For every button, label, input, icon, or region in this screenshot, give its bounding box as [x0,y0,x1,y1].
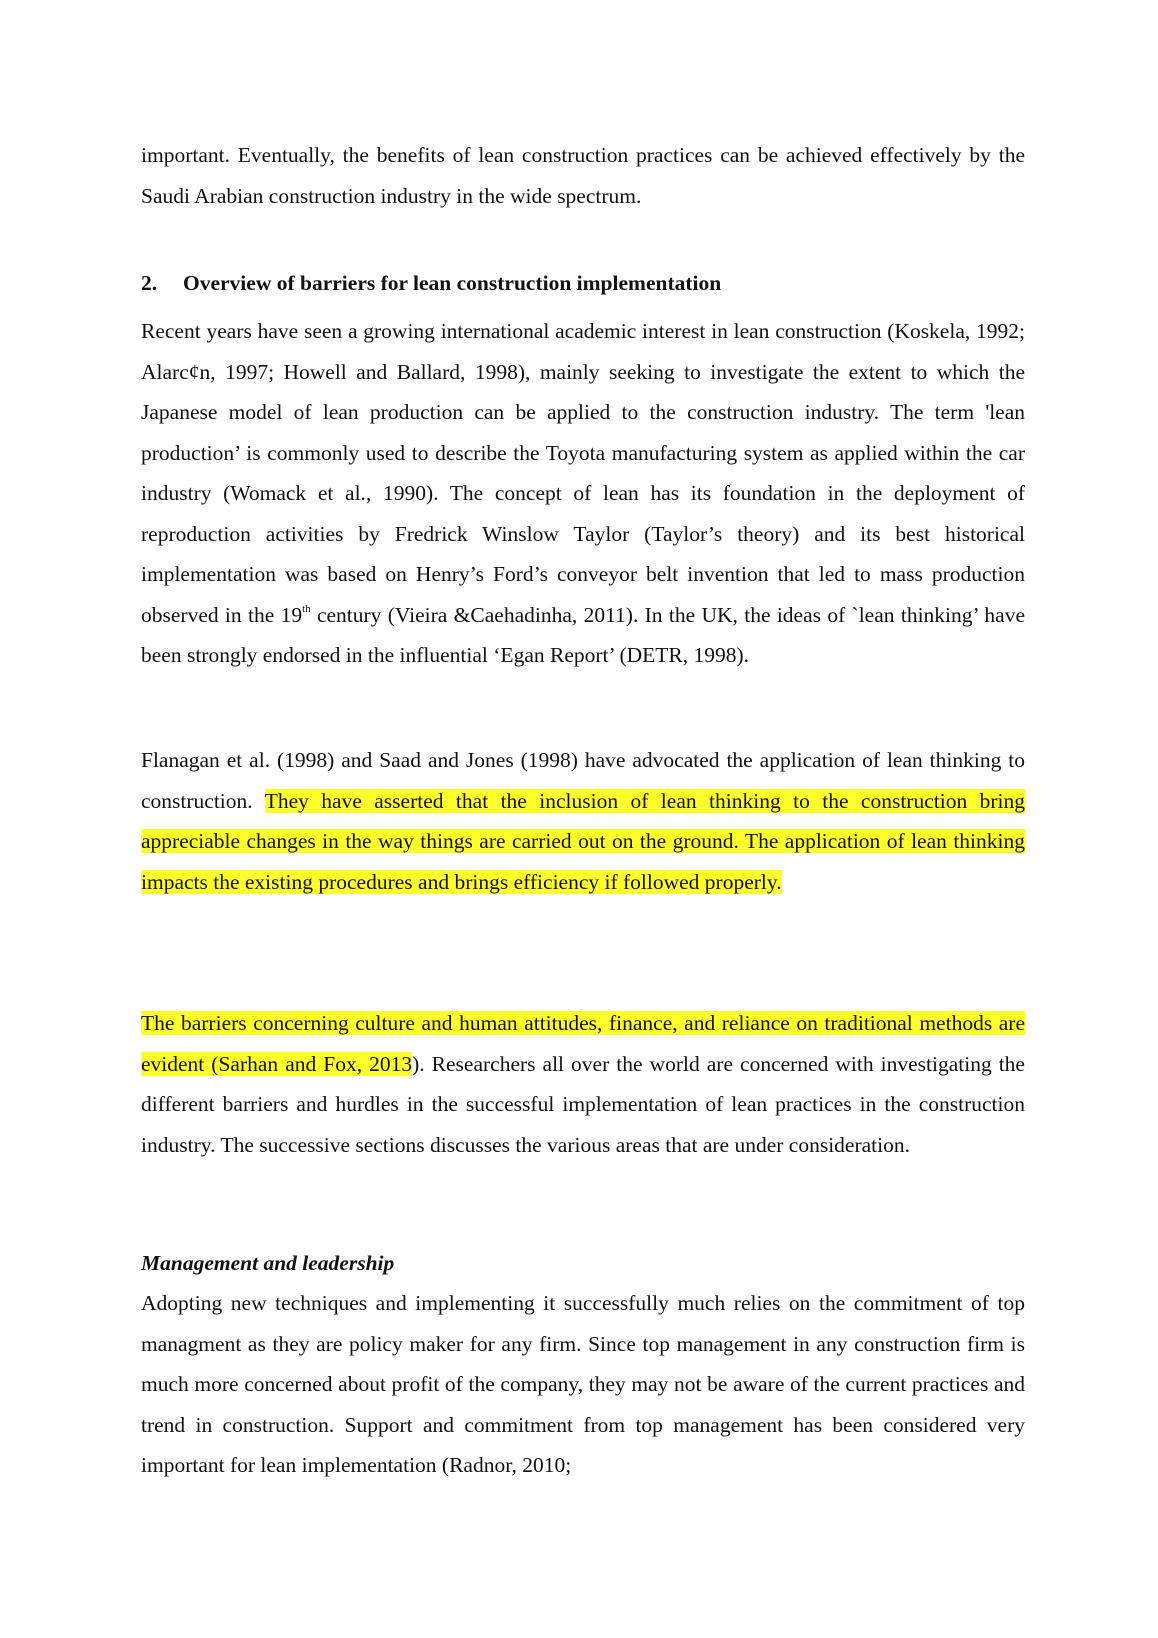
subheading: Management and leadership [141,1251,395,1275]
section-heading [141,263,1025,303]
paragraph-1 [141,311,1025,676]
section-title: Overview of barriers for lean construction implementation [183,271,722,295]
section-number: 2. [141,271,158,295]
paragraph-2-highlight: They have asserted that the inclusion of lean thinking to the construction bring appreciable changes in the way things are carried out on the ground. The application of lean thinking impacts the existing procedures and brings efficiency if followed properly. [141,788,1025,894]
paragraph-2 [141,740,1025,902]
paragraph-3-block [141,1003,1025,1165]
superscript-ordinal: th [302,602,311,615]
paragraph-3-plain: ). Researchers all over the world are concerned with investigating the different barriers and hurdles in the successful implementation of lean practices in the construction industry. The successive sections discusses the various areas that are under consideration. [141,1051,1025,1157]
paragraph-1-text-a: Recent years have seen a growing international academic interest in lean construction (Koskela, 1992; Alarc¢n, 1997; Howell and Ballard, 1998), mainly seeking to investigate the extent to which the Japanese model of lean production can be applied to the construction industry. The term 'lean production’ is commonly used to describe the Toyota manufacturing system as applied within the car industry (Womack et al., 1990). The concept of lean has its foundation in the deployment of reproduction activities by Fredrick Winslow Taylor (Taylor’s theory) and its best historical implementation was based on Henry’s Ford’s conveyor belt invention that led to mass production observed in the 19 [141,319,1025,627]
paragraph-4: Adopting new techniques and implementing it successfully much relies on the commitment of top managment as they are policy maker for any firm. Since top management in any construction firm is much more concerned about profit of the company, they may not be aware of the current practices and trend in construction. Support and commitment from top management has been considered very important for lean implementation (Radnor, 2010; [141,1291,1025,1477]
paragraph-4-block [141,1283,1025,1486]
paragraph-2-block [141,740,1025,902]
paragraph-1-text-b: century (Vieira &Caehadinha, 2011). In the UK, the ideas of `lean thinking’ have been strongly endorsed in the influential ‘Egan Report’ (DETR, 1998). [141,602,1025,667]
paragraph-2-plain: Flanagan et al. (1998) and Saad and Jones (1998) have advocated the application of lean thinking to construction. [141,748,1025,813]
paragraph-3 [141,1003,1025,1165]
intro-paragraph: important. Eventually, the benefits of lean construction practices can be achieved effectively by the Saudi Arabian construction industry in the wide spectrum. [141,143,1025,208]
intro-paragraph-block [141,135,1025,216]
paragraph-3-highlight: The barriers concerning culture and human attitudes, finance, and reliance on traditional methods are evident (Sarhan and Fox, 2013 [141,1011,1025,1076]
paragraph-1-block [141,311,1025,676]
